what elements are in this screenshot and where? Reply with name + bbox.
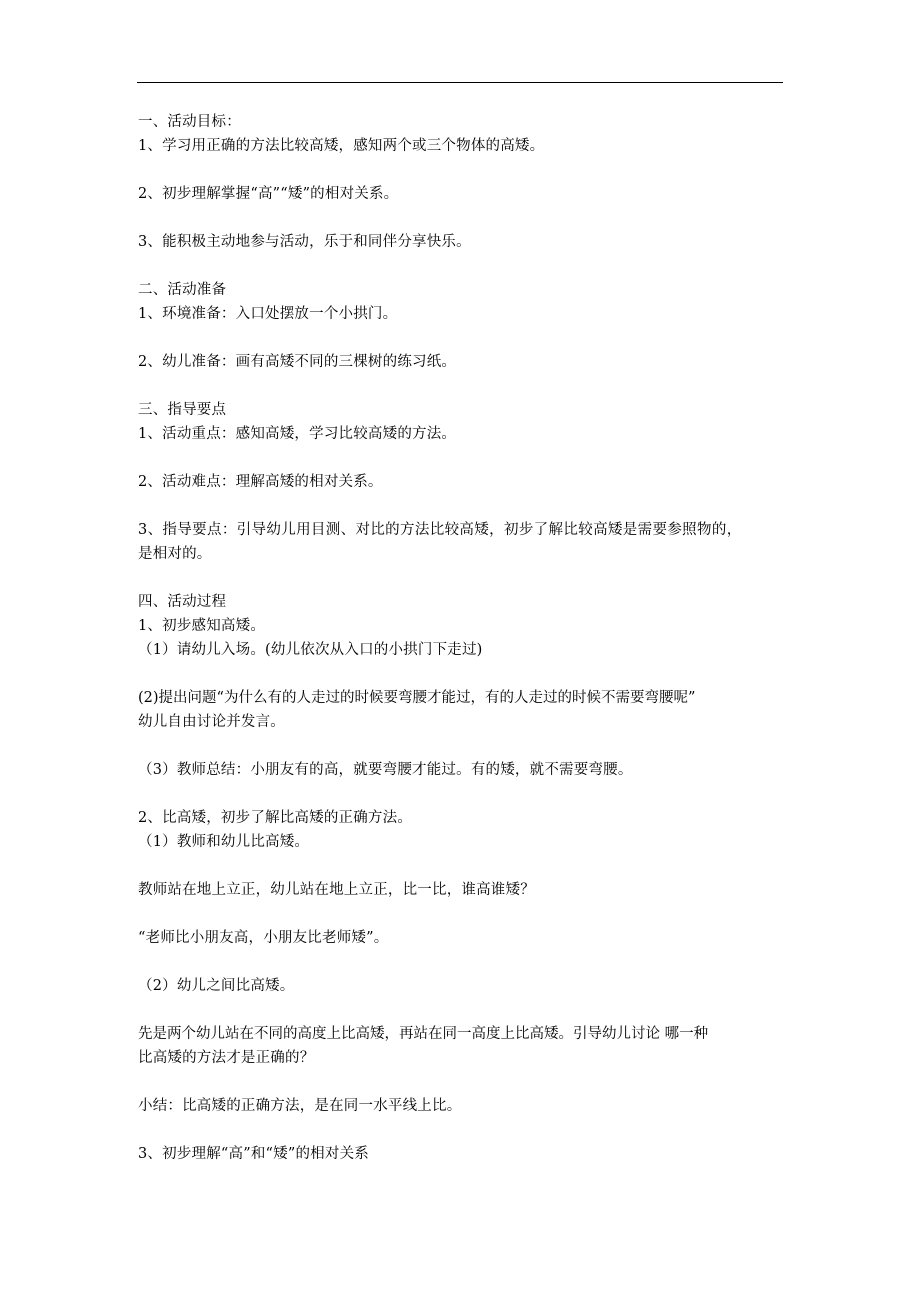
section-heading-guidance: 三、指导要点 [138, 402, 227, 418]
blank-line [138, 206, 786, 230]
text-line: 3、能积极主动地参与活动，乐于和同伴分享快乐。 [138, 234, 471, 250]
blank-line [138, 950, 786, 974]
blank-line [138, 854, 786, 878]
text-line: 2、活动难点：理解高矮的相对关系。 [138, 474, 383, 490]
text-line: 2、初步理解掌握“高”“矮”的相对关系。 [138, 186, 399, 202]
text-line: 3、初步理解“高”和“矮”的相对关系 [138, 1146, 369, 1162]
text-line: 2、比高矮，初步了解比高矮的正确方法。 [138, 810, 413, 826]
text-line: 1、学习用正确的方法比较高矮，感知两个或三个物体的高矮。 [138, 138, 545, 154]
text-line: 小结：比高矮的正确方法，是在同一水平线上比。 [138, 1098, 462, 1114]
text-line: 1、初步感知高矮。 [138, 618, 266, 634]
text-line: 是相对的。 [138, 546, 212, 562]
blank-line [138, 734, 786, 758]
blank-line [138, 446, 786, 470]
blank-line [138, 494, 786, 518]
section-heading-process: 四、活动过程 [138, 594, 227, 610]
text-line: 1、环境准备：入口处摆放一个小拱门。 [138, 306, 398, 322]
blank-line [138, 326, 786, 350]
text-line: “老师比小朋友高，小朋友比老师矮”。 [138, 930, 389, 946]
text-line: （1）教师和幼儿比高矮。 [138, 834, 310, 850]
text-line: （1）请幼儿入场。(幼儿依次从入口的小拱门下走过) [138, 642, 483, 658]
blank-line [138, 662, 786, 686]
blank-line [138, 782, 786, 806]
text-line: 2、幼儿准备：画有高矮不同的三棵树的练习纸。 [138, 354, 457, 370]
document-body [138, 110, 786, 1166]
blank-line [138, 158, 786, 182]
blank-line [138, 1118, 786, 1142]
text-line: 先是两个幼儿站在不同的高度上比高矮，再站在同一高度上比高矮。引导幼儿讨论 哪一种 [138, 1026, 709, 1042]
text-line: 比高矮的方法才是正确的？ [138, 1050, 315, 1066]
blank-line [138, 1070, 786, 1094]
text-line: （2）幼儿之间比高矮。 [138, 978, 295, 994]
blank-line [138, 902, 786, 926]
section-heading-goals: 一、活动目标： [138, 114, 241, 130]
blank-line [138, 998, 786, 1022]
text-line: 幼儿自由讨论并发言。 [138, 714, 285, 730]
text-line: (2)提出问题“为什么有的人走过的时候要弯腰才能过，有的人走过的时候不需要弯腰呢” [138, 690, 696, 706]
text-line: 3、指导要点：引导幼儿用目测、对比的方法比较高矮，初步了解比较高矮是需要参照物的， [138, 522, 742, 538]
text-line: 1、活动重点：感知高矮，学习比较高矮的方法。 [138, 426, 457, 442]
blank-line [138, 566, 786, 590]
header-rule [137, 82, 783, 83]
text-line: （3）教师总结：小朋友有的高，就要弯腰才能过。有的矮，就不需要弯腰。 [138, 762, 633, 778]
blank-line [138, 254, 786, 278]
text-line: 教师站在地上立正，幼儿站在地上立正，比一比，谁高谁矮？ [138, 882, 535, 898]
blank-line [138, 374, 786, 398]
section-heading-preparation: 二、活动准备 [138, 282, 227, 298]
